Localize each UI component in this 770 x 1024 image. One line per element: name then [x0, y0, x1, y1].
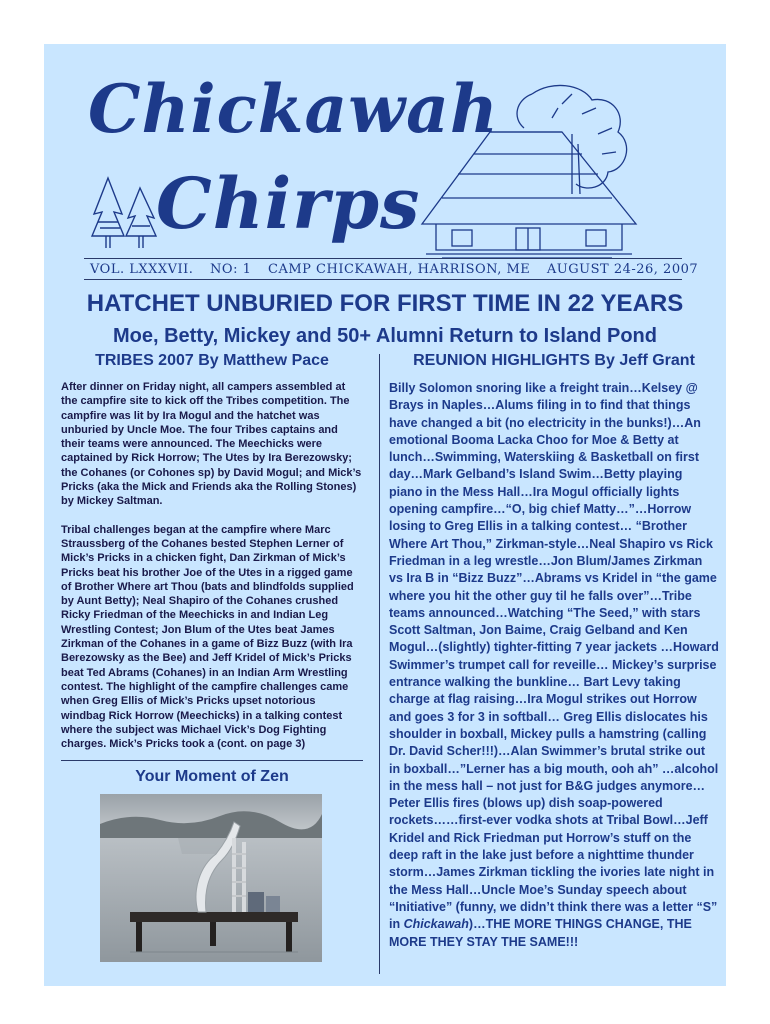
reunion-article-heading: REUNION HIGHLIGHTS By Jeff Grant — [413, 352, 695, 369]
newsletter-page — [44, 44, 726, 986]
cabin-illustration — [412, 74, 642, 264]
column-divider — [379, 354, 380, 974]
issue-number: NO: 1 — [210, 262, 252, 277]
zen-section-rule — [61, 760, 363, 761]
tribes-article-paragraph-1: After dinner on Friday night, all campers assembled at the campfire site to kick off the Tribes competition. The campfire was lit by Ira Mogul and the hatchet was unburied by Uncle Moe. The four Tribes captains and their teams were announced. The Meechicks were captained by Rick Horrow; The Utes by Ira Berezowsky; the Cohanes (or Cohones sp) by David Mogul; and Mick’s Pricks (aka the Mick and Friends aka the Rolling Stones) by Mickey Saltman. — [61, 381, 362, 508]
masthead-rule-bottom — [84, 279, 682, 280]
issue-info-line — [84, 262, 699, 277]
zen-heading: Your Moment of Zen — [135, 768, 289, 785]
masthead — [44, 44, 726, 259]
tribes-article — [61, 352, 363, 765]
pine-trees-illustration — [90, 174, 160, 254]
masthead-title-line1: Chickawah — [88, 70, 499, 148]
tribes-article-paragraph-2: Tribal challenges began at the campfire where Marc Straussberg of the Cohanes bested Stephen Lerner of Mick’s Pricks in a chicken fight, Dan Zirkman of Mick’s Pricks beat his brother Joe of the Utes in a rigged game of Brother Where art Thou (bats and blindfolds supplied by Aunt Betty); Neal Shapiro of the Cohanes crushed Ricky Friedman of the Meechicks in and Indian Leg Wrestling Contest; Jon Blum of the Utes beat James Zirkman of the Cohanes in a game of Bizz Buzz (with Ira Berezowsky as the Bee) and Jeff Kridel of Mick’s Pricks beat Ted Abrams (Cohanes) in an Indian Arm Wrestling contest. The highlight of the campfire challenges came when Greg Ellis of Mick’s Pricks upset notorious windbag Rick Horrow (Meechicks) in a talking contest where the subject was Michael Vick’s Dog Fighting charges. Mick’s Pricks took a (cont. on page 3) — [61, 523, 354, 751]
zen-photo-water-slide — [100, 794, 322, 962]
tribes-article-heading: TRIBES 2007 By Matthew Pace — [95, 352, 329, 369]
reunion-body-main: Billy Solomon snoring like a freight train…Kelsey @ Brays in Naples…Alums filing in to find that things have changed a bit (no electricity in the bunks!)…An emotional Booma Lacka Choo for Moe & Betty at lunch…Swimming, Waterskiing & Basketball on first day…Mark Gelband’s Island Swim…Betty playing piano in the Mess Hall…Ira Mogul officially lights opening campfire…“O, big chief Matty…”…Horrow losing to Greg Ellis in a talking contest… “Brother Where Art Thou,” Zirkman-style…Neal Shapiro vs Rick Friedman in a leg wrestle…Jon Blum/James Zirkman vs Ira B in “Bizz Buzz”…Abrams vs Kridel in “the game where you hit the other guy til he falls over”…Tribe teams announced…Watching “The Seed,” with stars Scott Saltman, Jon Baime, Craig Gelband and Ken Mogul…(slightly) tighter-fitting 7 year jackets …Howard Swimmer’s trumpet call for reveille… Mickey’s surprise entrance walking the bunkline… Bart Levy taking charge at flag raising…Ira Mogul strikes out Horrow and goes 3 for 3 in softball… Greg Ellis dislocates his shoulder in boxball, Mickey pulls a hamstring (calling Dr. David Scher!!!)…Alan Swimmer’s brutal strike out in boxball…”Lerner has a big mouth, ooh ah” …alcohol in the mess hall – not just for B&G judges anymore…Peter Ellis fires (blows up) dish soap-powered rockets……first-ever vodka shots at Tribal Bowl…Jeff Kridel and Rick Friedman put Horrow’s stuff on the deep raft in the lake just before a nighttime thunder storm…James Zirkman tickling the ivories late night in the Mess Hall…Uncle Moe’s Sunday speech about “Initiative” (funny, we didn’t think there was a letter “S” in — [389, 381, 719, 932]
reunion-article-body — [389, 380, 719, 951]
reunion-body-ending: )…THE MORE THINGS CHANGE, THE MORE THEY STAY THE SAME!!! — [389, 917, 692, 949]
sub-headline: Moe, Betty, Mickey and 50+ Alumni Return to Island Pond — [113, 325, 657, 347]
masthead-title-line2: Chirps — [156, 162, 421, 245]
reunion-body-italic-word: Chickawah — [403, 917, 469, 932]
issue-date: AUGUST 24-26, 2007 — [546, 262, 699, 277]
masthead-rule-top — [84, 258, 682, 259]
issue-location: CAMP CHICKAWAH, HARRISON, ME — [268, 262, 531, 277]
reunion-article — [389, 352, 719, 951]
issue-volume: VOL. LXXXVII. — [90, 262, 194, 277]
main-headline: HATCHET UNBURIED FOR FIRST TIME IN 22 YEARS — [86, 290, 684, 317]
water-slide-picture — [100, 794, 322, 962]
